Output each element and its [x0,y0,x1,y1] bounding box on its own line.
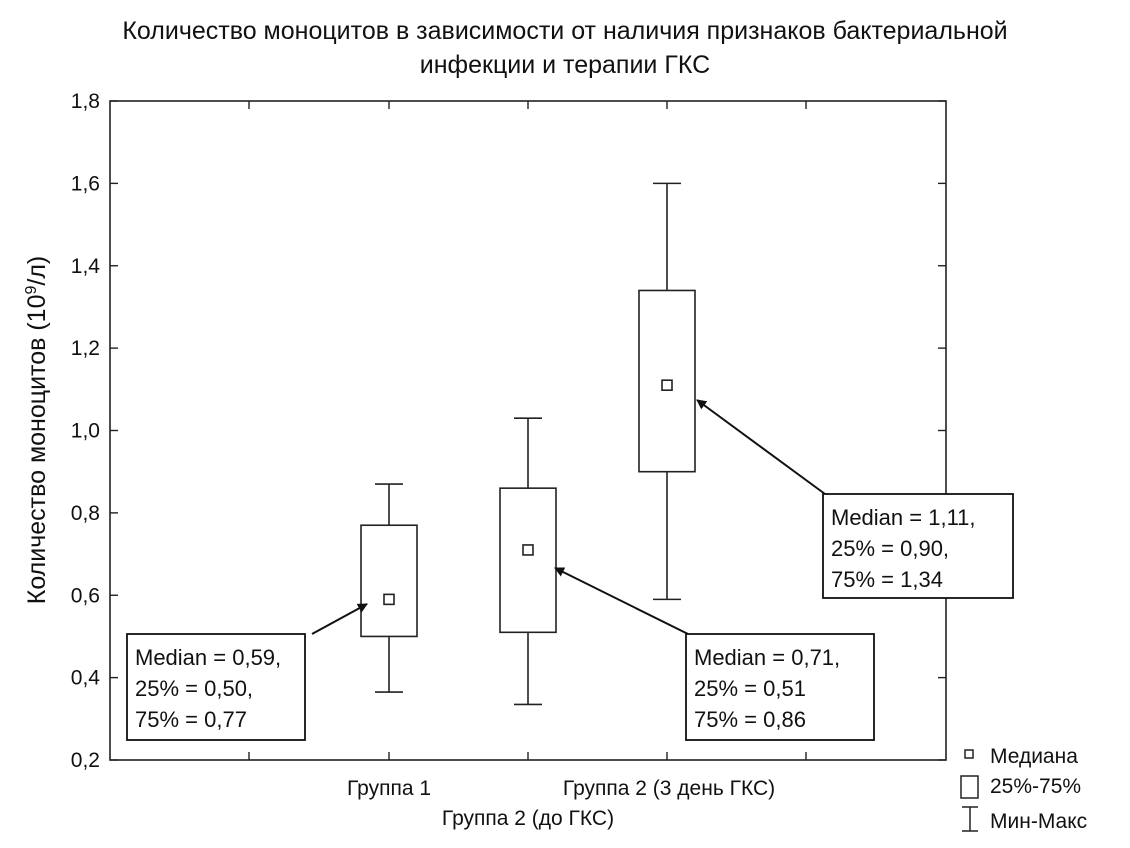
annotation-arrow [697,400,825,494]
box-group [500,418,556,704]
box-iqr [500,488,556,632]
annotation-line: 25% = 0,50, [135,676,254,701]
annotation-line: 75% = 0,86 [694,707,806,732]
annotations-layer [127,400,1013,740]
annotation-arrow [555,568,688,634]
y-axis-label: Количество моноцитов $(10^9/л)$ [23,255,51,605]
median-annotation [127,604,367,740]
box-group [361,484,417,692]
chart-title-line-1: Количество моноцитов в зависимости от наличия признаков бактериальной [122,17,1008,45]
legend-median-label: Медиана [990,745,1078,768]
y-tick-label: 0,2 [70,749,100,772]
annotation-line: 75% = 0,77 [135,707,247,732]
y-tick-label: 1,2 [70,337,100,361]
y-tick-label: 1,6 [70,172,100,196]
legend-whisker-label: Мин-Макс [990,810,1088,833]
annotation-line: Median = 1,11, [831,505,976,530]
median-annotation [697,400,1013,598]
box-group [639,183,695,599]
annotation-line: 25% = 0,51 [694,676,806,701]
annotation-line: 75% = 1,34 [831,567,943,592]
x-category-label: Группа 2 (до ГКС) [441,807,615,830]
x-category-label: Группа 2 (3 день ГКС) [562,777,776,800]
median-marker [384,594,394,604]
chart-title-line-2: инфекции и терапии ГКС [419,51,711,79]
annotation-line: Median = 0,59, [135,645,282,670]
legend-whisker-icon [962,807,978,831]
median-marker [662,380,672,390]
box-iqr [361,525,417,636]
legend [961,745,1087,833]
y-tick-label: 1,4 [70,254,100,278]
legend-box-icon [961,776,978,798]
median-marker [523,545,533,555]
y-tick-label: 0,6 [70,584,100,608]
legend-box-label: 25%-75% [990,775,1082,798]
annotation-arrow [312,604,367,634]
y-tick-label: 0,8 [70,501,100,525]
y-tick-label: 1,8 [70,90,100,113]
y-tick-label: 0,4 [70,666,100,690]
boxes-layer [361,183,695,704]
y-tick-label: 1,0 [70,419,100,443]
annotation-line: 25% = 0,90, [831,536,950,561]
legend-median-icon [965,750,973,758]
annotation-line: Median = 0,71, [694,645,841,670]
x-category-label: Группа 1 [346,777,432,800]
